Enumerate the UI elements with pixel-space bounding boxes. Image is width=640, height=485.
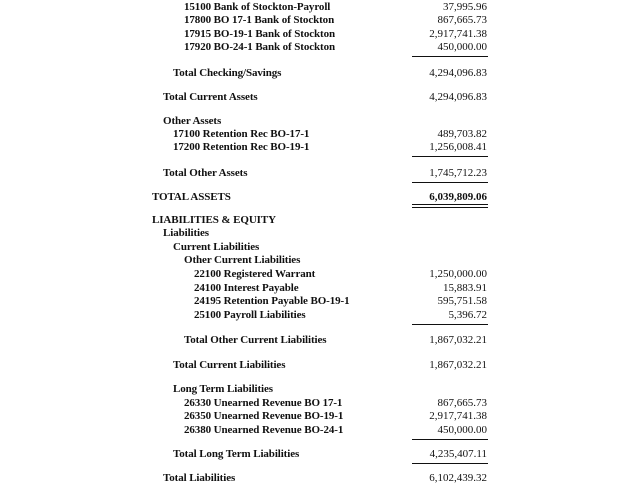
section-heading-row (0, 240, 640, 254)
section-heading-row (0, 114, 640, 128)
account-row (0, 27, 640, 41)
account-row (0, 308, 640, 322)
account-row (0, 140, 640, 154)
account-label: 26350 Unearned Revenue BO-19-1 (184, 410, 344, 422)
account-label: 26330 Unearned Revenue BO 17-1 (184, 397, 343, 409)
double-underline (412, 204, 488, 208)
account-row (0, 40, 640, 54)
section-heading-row (0, 253, 640, 267)
total-other-assets-label: Total Other Assets (163, 167, 248, 179)
total-row (0, 190, 640, 204)
total-long-term-amount: 4,235,407.11 (429, 448, 487, 460)
account-amount: 2,917,741.38 (429, 28, 487, 40)
account-label: 17100 Retention Rec BO-17-1 (173, 128, 310, 140)
account-label: 25100 Payroll Liabilities (194, 309, 306, 321)
account-row (0, 0, 640, 14)
total-row (0, 166, 640, 180)
liabilities-heading: Liabilities (163, 227, 209, 239)
total-current-liabilities-amount: 1,867,032.21 (429, 359, 487, 371)
account-label: 17915 BO-19-1 Bank of Stockton (184, 28, 336, 40)
account-label: 17800 BO 17-1 Bank of Stockton (184, 14, 335, 26)
account-label: 15100 Bank of Stockton-Payroll (184, 1, 331, 13)
total-current-liabilities-label: Total Current Liabilities (173, 359, 286, 371)
subtotal-rule (412, 182, 488, 183)
other-assets-heading: Other Assets (163, 115, 222, 127)
section-heading-row (0, 213, 640, 227)
account-amount: 5,396.72 (448, 309, 487, 321)
account-amount: 2,917,741.38 (429, 410, 487, 422)
account-amount: 489,703.82 (437, 128, 487, 140)
subtotal-rule (412, 156, 488, 157)
total-liabilities-amount: 6,102,439.32 (429, 472, 487, 484)
total-other-current-amount: 1,867,032.21 (429, 334, 487, 346)
account-amount: 450,000.00 (437, 424, 487, 436)
subtotal-rule (412, 56, 488, 57)
section-heading-row (0, 226, 640, 240)
total-row (0, 447, 640, 461)
account-label: 26380 Unearned Revenue BO-24-1 (184, 424, 344, 436)
account-amount: 867,665.73 (437, 397, 487, 409)
account-amount: 15,883.91 (443, 282, 487, 294)
total-current-assets-amount: 4,294,096.83 (429, 91, 487, 103)
current-liabilities-heading: Current Liabilities (173, 241, 260, 253)
liabilities-equity-heading: LIABILITIES & EQUITY (152, 214, 276, 226)
account-row (0, 294, 640, 308)
account-label: 17920 BO-24-1 Bank of Stockton (184, 41, 336, 53)
account-row (0, 13, 640, 27)
total-row (0, 358, 640, 372)
total-checking-label: Total Checking/Savings (173, 67, 282, 79)
subtotal-rule (412, 439, 488, 440)
total-assets-amount: 6,039,809.06 (429, 191, 487, 203)
total-other-current-label: Total Other Current Liabilities (184, 334, 327, 346)
account-amount: 37,995.96 (443, 1, 487, 13)
total-row (0, 333, 640, 347)
total-row (0, 90, 640, 104)
account-row (0, 423, 640, 437)
total-long-term-label: Total Long Term Liabilities (173, 448, 300, 460)
account-row (0, 281, 640, 295)
other-current-liabilities-heading: Other Current Liabilities (184, 254, 301, 266)
total-row (0, 471, 640, 485)
account-amount: 1,256,008.41 (429, 141, 487, 153)
account-amount: 1,250,000.00 (429, 268, 487, 280)
account-row (0, 267, 640, 281)
total-current-assets-label: Total Current Assets (163, 91, 258, 103)
total-liabilities-label: Total Liabilities (163, 472, 236, 484)
account-label: 22100 Registered Warrant (194, 268, 316, 280)
section-heading-row (0, 382, 640, 396)
account-row (0, 127, 640, 141)
account-amount: 450,000.00 (437, 41, 487, 53)
account-row (0, 396, 640, 410)
long-term-liabilities-heading: Long Term Liabilities (173, 383, 273, 395)
total-other-assets-amount: 1,745,712.23 (429, 167, 487, 179)
total-row (0, 66, 640, 80)
account-label: 24195 Retention Payable BO-19-1 (194, 295, 350, 307)
account-amount: 595,751.58 (437, 295, 487, 307)
subtotal-rule (412, 324, 488, 325)
account-amount: 867,665.73 (437, 14, 487, 26)
total-assets-label: TOTAL ASSETS (152, 191, 231, 203)
account-label: 17200 Retention Rec BO-19-1 (173, 141, 310, 153)
total-checking-amount: 4,294,096.83 (429, 67, 487, 79)
account-label: 24100 Interest Payable (194, 282, 299, 294)
account-row (0, 409, 640, 423)
subtotal-rule (412, 463, 488, 464)
